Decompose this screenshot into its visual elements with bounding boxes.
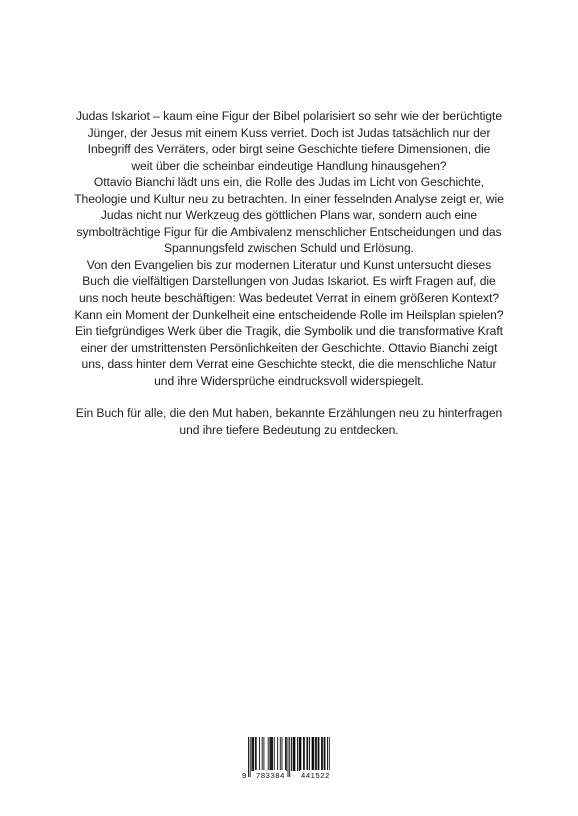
blurb-line: Von den Evangelien bis zur modernen Literatur und Kunst untersucht dieses — [86, 257, 492, 272]
blurb-line: und ihre Widersprüche eindrucksvoll widerspiegelt. — [154, 373, 424, 388]
barcode-digit-group-right: 441522 — [301, 771, 330, 780]
barcode-bar — [259, 737, 260, 771]
barcode-bar — [280, 737, 281, 771]
barcode-bar — [322, 737, 323, 771]
barcode-bar — [319, 737, 320, 771]
barcode-bar — [325, 737, 326, 771]
barcode-bar — [300, 737, 301, 771]
blurb-text — [50, 108, 528, 438]
barcode-bar — [277, 737, 278, 771]
blurb-line: Inbegriff des Verräters, oder birgt seine Geschichte tiefere Dimensionen, die — [87, 142, 491, 157]
blurb-line: Ottavio Bianchi lädt uns ein, die Rolle des Judas im Licht von Geschichte, — [93, 175, 485, 190]
blurb-line: Ein Buch für alle, die den Mut haben, bekannte Erzählungen neu zu hinterfragen — [75, 406, 503, 421]
blurb-line: weit über die scheinbar eindeutige Handlung hinausgehen? — [131, 158, 447, 173]
barcode-bar — [274, 737, 275, 771]
barcode-bar — [318, 737, 319, 771]
barcode-bar — [291, 737, 292, 771]
blurb-line: und ihre tiefere Bedeutung zu entdecken. — [179, 422, 399, 437]
barcode-bar — [282, 737, 283, 771]
barcode-bar — [262, 737, 263, 771]
barcode-bar — [270, 737, 271, 771]
barcode-bar — [285, 737, 286, 771]
isbn-barcode — [242, 737, 338, 783]
barcode-bar — [251, 737, 252, 771]
blurb-paragraph-1 — [50, 108, 528, 389]
barcode-bar — [304, 737, 305, 771]
barcode-bar — [271, 737, 272, 771]
blurb-line: uns, dass hinter dem Verrat eine Geschichte steckt, die die menschliche Natur — [81, 357, 497, 372]
blurb-paragraph-2 — [50, 405, 528, 438]
blurb-line: symbolträchtige Figur für die Ambivalenz menschlicher Entscheidungen und das — [76, 224, 502, 239]
barcode-bar — [306, 737, 307, 771]
barcode-bar — [316, 737, 317, 771]
blurb-line: Theologie und Kultur neu zu betrachten. In einer fesselnden Analyse zeigt er, wie — [74, 191, 504, 206]
barcode-bar — [313, 737, 314, 771]
barcode-bar — [309, 737, 310, 771]
barcode-bar — [312, 737, 313, 771]
barcode-bar — [299, 737, 300, 771]
barcode-bar — [268, 737, 269, 771]
barcode-digit-group-left: 783384 — [256, 771, 285, 780]
barcode-bar — [286, 737, 287, 771]
barcode-bar — [253, 737, 254, 771]
barcode-bar — [293, 737, 294, 771]
barcode-bar — [321, 737, 322, 771]
barcode-bar — [303, 737, 304, 771]
barcode-bar — [313, 737, 314, 771]
blurb-line: Ein tiefgründiges Werk über die Tragik, die Symbolik und die transformative Kraft — [75, 324, 503, 339]
blurb-line: Kann ein Moment der Dunkelheit eine entscheidende Rolle im Heilsplan spielen? — [74, 307, 504, 322]
blurb-line: Judas Iskariot – kaum eine Figur der Bibel polarisiert so sehr wie der berüchtigte — [75, 109, 503, 123]
blurb-line: einer der umstrittensten Persönlichkeiten der Geschichte. Ottavio Bianchi zeigt — [80, 340, 498, 355]
barcode-bar — [315, 737, 316, 771]
blurb-line: Spannungsfeld zwischen Schuld und Erlösung. — [164, 241, 414, 256]
blurb-line: Judas nicht nur Werkzeug des göttlichen Plans war, sondern auch eine — [100, 208, 478, 223]
barcode-bar — [256, 737, 257, 771]
barcode-bar — [294, 737, 295, 771]
barcode-bar — [255, 737, 256, 771]
barcode-bar — [294, 737, 295, 771]
paragraph-gap — [50, 389, 528, 405]
barcode-bar — [252, 737, 253, 771]
barcode-digit-prefix: 9 — [242, 771, 247, 780]
blurb-line: uns noch heute beschäftigen: Was bedeutet Verrat in einem größeren Kontext? — [78, 291, 500, 306]
blurb-line: Buch die vielfältigen Darstellungen von Judas Iskariot. Es wirft Fragen auf, die — [82, 274, 496, 289]
barcode-bar — [324, 737, 325, 771]
barcode-bar — [307, 737, 308, 771]
barcode-bar — [297, 737, 298, 771]
barcode-bar — [272, 737, 273, 771]
barcode-bar — [263, 737, 264, 771]
barcode-digits — [242, 770, 338, 782]
barcode-bar — [270, 737, 271, 771]
barcode-bar — [300, 737, 301, 771]
blurb-line: Jünger, der Jesus mit einem Kuss verriet. Doch ist Judas tatsächlich nur der — [87, 125, 491, 140]
